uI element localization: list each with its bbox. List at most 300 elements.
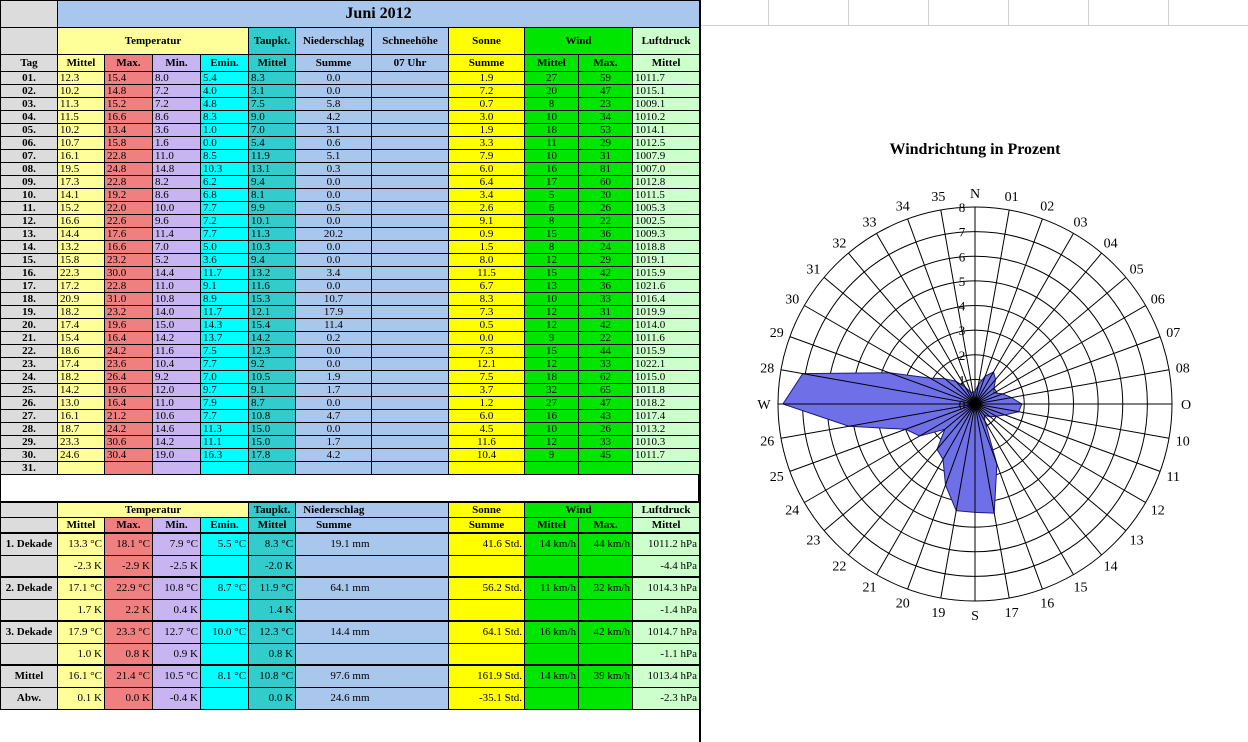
cell-sonne: 0.0 [449, 332, 525, 345]
cell-taupkt: 10.1 [249, 215, 296, 228]
cell-sonne: 2.6 [449, 202, 525, 215]
cell-schnee [372, 267, 449, 280]
summary-abw-row [1, 555, 700, 577]
cell-sonne: 0.5 [449, 319, 525, 332]
table-row [1, 202, 700, 215]
cell-nied: 1.7 [296, 384, 372, 397]
direction-label: 28 [760, 361, 775, 377]
cell-mittel: 16.6 [58, 215, 105, 228]
summary-cell-wmittel: 11 km/h [525, 577, 579, 599]
summary-cell-sonne [449, 555, 525, 577]
cell-wmittel: 9 [525, 332, 579, 345]
cell-nied: 0.0 [296, 345, 372, 358]
cell-max: 16.6 [105, 111, 153, 124]
wind-rose-chart [701, 0, 1248, 742]
summary-cell-emin: 8.1 °C [201, 665, 249, 687]
cell-mittel: 14.1 [58, 189, 105, 202]
summary-cell-emin: 8.7 °C [201, 577, 249, 599]
cell-nied [296, 462, 372, 475]
header-temperatur: Temperatur [58, 28, 249, 55]
summary-cell-luft: 1011.2 hPa [633, 533, 699, 555]
cell-schnee [372, 410, 449, 423]
cell-wmax: 42 [579, 267, 633, 280]
cell-min: 14.2 [153, 332, 201, 345]
table-row [1, 423, 700, 436]
cell-wmittel: 16 [525, 163, 579, 176]
daily-table [0, 0, 699, 475]
table-row [1, 228, 700, 241]
cell-luft: 1012.8 [633, 176, 700, 189]
header-luftdruck: Luftdruck [633, 28, 700, 55]
summary-cell-max: 22.9 °C [105, 577, 153, 599]
cell-min: 7.2 [153, 85, 201, 98]
cell-wmittel: 15 [525, 228, 579, 241]
direction-label: 20 [895, 596, 910, 612]
cell-schnee [372, 293, 449, 306]
cell-nied: 0.0 [296, 280, 372, 293]
cell-luft: 1022.1 [633, 358, 700, 371]
summary-cell-min: -2.5 K [153, 555, 201, 577]
summary-cell-wmittel: 14 km/h [525, 533, 579, 555]
summary-cell-nied: 64.1 mm [296, 577, 372, 599]
cell-mittel: 19.5 [58, 163, 105, 176]
cell-luft: 1007.0 [633, 163, 700, 176]
summary-row [1, 665, 700, 687]
direction-label: 35 [931, 190, 946, 206]
direction-label: 07 [1166, 325, 1181, 341]
cell-min: 14.8 [153, 163, 201, 176]
cell-max [105, 462, 153, 475]
table-row [1, 111, 700, 124]
cell-schnee [372, 423, 449, 436]
cell-luft: 1018.2 [633, 397, 700, 410]
cell-schnee [372, 319, 449, 332]
cell-luft: 1014.0 [633, 319, 700, 332]
cell-min: 11.0 [153, 150, 201, 163]
cell-luft: 1019.9 [633, 306, 700, 319]
table-row [1, 215, 700, 228]
direction-label: 19 [931, 605, 946, 621]
summary-cell-blank [372, 621, 449, 643]
cell-taupkt: 5.4 [249, 137, 296, 150]
cell-min: 12.0 [153, 384, 201, 397]
cell-taupkt: 10.8 [249, 410, 296, 423]
cell-min: 10.6 [153, 410, 201, 423]
cell-luft: 1015.9 [633, 345, 700, 358]
cell-min: 14.2 [153, 436, 201, 449]
cell-taupkt: 11.6 [249, 280, 296, 293]
summary-cell-emin [201, 643, 249, 665]
cell-schnee [372, 384, 449, 397]
cell-min: 5.2 [153, 254, 201, 267]
summary-cell-wmax: 32 km/h [579, 577, 633, 599]
table-row [1, 254, 700, 267]
cell-sonne: 11.6 [449, 436, 525, 449]
cell-max: 23.2 [105, 254, 153, 267]
direction-label: 06 [1150, 292, 1165, 308]
cell-max: 14.8 [105, 85, 153, 98]
cell-taupkt: 15.0 [249, 436, 296, 449]
cell-nied: 0.0 [296, 254, 372, 267]
day-label: 27. [1, 410, 58, 423]
cell-nied: 0.0 [296, 397, 372, 410]
summary-cell-min: 10.5 °C [153, 665, 201, 687]
summary-cell-emin [201, 599, 249, 621]
cell-mittel: 17.2 [58, 280, 105, 293]
cell-max: 26.4 [105, 371, 153, 384]
summary-cell-min: 12.7 °C [153, 621, 201, 643]
cell-wmittel: 16 [525, 410, 579, 423]
summary-cell-luft: 1014.3 hPa [633, 577, 699, 599]
cell-max: 23.6 [105, 358, 153, 371]
cell-sonne: 7.3 [449, 345, 525, 358]
cell-wmax: 53 [579, 124, 633, 137]
subheader-mittel: Mittel [58, 55, 105, 72]
cell-schnee [372, 202, 449, 215]
cell-sonne: 3.3 [449, 137, 525, 150]
direction-label: 22 [832, 559, 847, 575]
cell-wmittel: 12 [525, 254, 579, 267]
cell-sonne: 1.9 [449, 124, 525, 137]
cell-min: 9.2 [153, 371, 201, 384]
summary-cell-luft: -2.3 hPa [633, 687, 699, 709]
direction-label: W [757, 398, 771, 413]
summary-row [1, 621, 700, 643]
cell-min: 14.0 [153, 306, 201, 319]
cell-max: 23.2 [105, 306, 153, 319]
summary-cell-nied: 14.4 mm [296, 621, 372, 643]
day-label: 05. [1, 124, 58, 137]
cell-mittel: 18.2 [58, 306, 105, 319]
summary-cell-max: 21.4 °C [105, 665, 153, 687]
cell-wmittel: 27 [525, 72, 579, 85]
cell-wmittel: 11 [525, 137, 579, 150]
sum-sub-luft: Mittel [633, 517, 699, 533]
cell-wmittel: 9 [525, 449, 579, 462]
cell-max: 31.0 [105, 293, 153, 306]
cell-taupkt: 8.1 [249, 189, 296, 202]
summary-cell-sonne [449, 599, 525, 621]
cell-taupkt: 9.9 [249, 202, 296, 215]
summary-cell-luft: 1014.7 hPa [633, 621, 699, 643]
summary-cell-min: 10.8 °C [153, 577, 201, 599]
summary-cell-min: 7.9 °C [153, 533, 201, 555]
summary-cell-emin [201, 687, 249, 709]
summary-cell-sonne: 64.1 Std. [449, 621, 525, 643]
cell-max: 17.6 [105, 228, 153, 241]
direction-label: 26 [760, 434, 775, 450]
direction-label: O [1180, 398, 1192, 413]
summary-cell-nied [296, 555, 372, 577]
direction-label: 12 [1150, 503, 1165, 519]
ring-tick-label: 0 [958, 397, 966, 412]
cell-schnee [372, 345, 449, 358]
summary-cell-taupkt: 12.3 °C [249, 621, 296, 643]
summary-abw-row [1, 643, 700, 665]
cell-mittel: 13.0 [58, 397, 105, 410]
ring-tick-label: 8 [958, 200, 966, 215]
cell-min: 14.4 [153, 267, 201, 280]
cell-nied: 0.0 [296, 189, 372, 202]
cell-sonne: 9.1 [449, 215, 525, 228]
cell-mittel: 10.2 [58, 124, 105, 137]
cell-sonne: 6.7 [449, 280, 525, 293]
cell-wmittel: 13 [525, 280, 579, 293]
cell-nied: 0.0 [296, 176, 372, 189]
cell-max: 22.6 [105, 215, 153, 228]
cell-wmax: 23 [579, 98, 633, 111]
summary-cell-emin: 5.5 °C [201, 533, 249, 555]
cell-emin: 7.0 [201, 371, 249, 384]
day-label: 26. [1, 397, 58, 410]
summary-cell-taupkt: 10.8 °C [249, 665, 296, 687]
summary-cell-wmax: 39 km/h [579, 665, 633, 687]
summary-cell-mittel: -2.3 K [58, 555, 105, 577]
cell-taupkt: 13.2 [249, 267, 296, 280]
cell-taupkt: 15.0 [249, 423, 296, 436]
cell-luft: 1011.8 [633, 384, 700, 397]
cell-max: 22.8 [105, 176, 153, 189]
day-label: 01. [1, 72, 58, 85]
cell-wmax: 36 [579, 280, 633, 293]
day-label: 13. [1, 228, 58, 241]
cell-min: 7.2 [153, 98, 201, 111]
summary-cell-wmax: 42 km/h [579, 621, 633, 643]
summary-cell-min: 0.9 K [153, 643, 201, 665]
cell-wmittel: 12 [525, 319, 579, 332]
cell-emin: 14.3 [201, 319, 249, 332]
cell-wmittel [525, 462, 579, 475]
cell-luft: 1011.5 [633, 189, 700, 202]
ring-tick-label: 2 [958, 347, 966, 363]
cell-schnee [372, 358, 449, 371]
cell-schnee [372, 72, 449, 85]
cell-schnee [372, 228, 449, 241]
cell-emin: 7.7 [201, 202, 249, 215]
cell-nied: 17.9 [296, 306, 372, 319]
day-label: 31. [1, 462, 58, 475]
cell-min: 8.2 [153, 176, 201, 189]
cell-taupkt: 3.1 [249, 85, 296, 98]
summary-cell-luft: -1.1 hPa [633, 643, 699, 665]
cell-wmittel: 18 [525, 124, 579, 137]
sum-sub-summe: Summe [296, 517, 372, 533]
cell-nied: 11.4 [296, 319, 372, 332]
cell-sonne: 0.7 [449, 98, 525, 111]
cell-max: 16.4 [105, 332, 153, 345]
cell-max: 30.6 [105, 436, 153, 449]
cell-sonne: 6.4 [449, 176, 525, 189]
sum-header-luftdruck: Luftdruck [633, 502, 699, 517]
cell-emin: 7.9 [201, 397, 249, 410]
cell-wmittel: 10 [525, 293, 579, 306]
cell-wmax: 29 [579, 137, 633, 150]
cell-emin: 8.5 [201, 150, 249, 163]
day-label: 06. [1, 137, 58, 150]
summary-cell-min: 0.4 K [153, 599, 201, 621]
cell-luft: 1013.2 [633, 423, 700, 436]
cell-luft: 1011.7 [633, 72, 700, 85]
cell-sonne: 1.5 [449, 241, 525, 254]
table-row [1, 280, 700, 293]
summary-cell-min: -0.4 K [153, 687, 201, 709]
cell-emin: 6.2 [201, 176, 249, 189]
direction-label: 34 [895, 199, 910, 215]
cell-max: 22.8 [105, 150, 153, 163]
subheader-luft-mittel: Mittel [633, 55, 700, 72]
cell-luft [633, 462, 700, 475]
cell-max: 16.6 [105, 241, 153, 254]
subheader-min: Min. [153, 55, 201, 72]
cell-nied: 3.4 [296, 267, 372, 280]
cell-emin: 11.7 [201, 306, 249, 319]
cell-wmax: 65 [579, 384, 633, 397]
cell-mittel: 22.3 [58, 267, 105, 280]
cell-luft: 1007.9 [633, 150, 700, 163]
table-row [1, 293, 700, 306]
cell-luft: 1019.1 [633, 254, 700, 267]
summary-cell-max: 2.2 K [105, 599, 153, 621]
summary-table [0, 501, 699, 710]
cell-sonne: 1.2 [449, 397, 525, 410]
cell-min: 8.0 [153, 72, 201, 85]
cell-wmax: 45 [579, 449, 633, 462]
cell-min: 10.4 [153, 358, 201, 371]
cell-schnee [372, 163, 449, 176]
summary-label [1, 599, 58, 621]
cell-wmittel: 8 [525, 215, 579, 228]
summary-cell-mittel: 16.1 °C [58, 665, 105, 687]
sum-sub-sonne: Summe [449, 517, 525, 533]
direction-label: 16 [1040, 596, 1055, 612]
cell-emin [201, 462, 249, 475]
summary-cell-mittel: 17.9 °C [58, 621, 105, 643]
direction-label: 24 [785, 503, 800, 519]
day-label: 23. [1, 358, 58, 371]
cell-wmittel: 5 [525, 189, 579, 202]
cell-taupkt: 7.0 [249, 124, 296, 137]
table-row [1, 371, 700, 384]
header-sonne: Sonne [449, 28, 525, 55]
cell-schnee [372, 306, 449, 319]
ring-tick-label: 5 [958, 273, 966, 289]
summary-cell-wmittel: 14 km/h [525, 665, 579, 687]
direction-label: 30 [785, 292, 800, 308]
table-row [1, 241, 700, 254]
day-label: 19. [1, 306, 58, 319]
cell-sonne: 0.9 [449, 228, 525, 241]
table-row [1, 449, 700, 462]
cell-luft: 1018.8 [633, 241, 700, 254]
cell-emin: 5.0 [201, 241, 249, 254]
cell-nied: 0.0 [296, 85, 372, 98]
table-row [1, 319, 700, 332]
cell-emin: 5.4 [201, 72, 249, 85]
cell-nied: 0.0 [296, 215, 372, 228]
cell-emin: 7.5 [201, 345, 249, 358]
cell-mittel: 13.2 [58, 241, 105, 254]
cell-mittel: 20.9 [58, 293, 105, 306]
summary-label [1, 555, 58, 577]
table-row [1, 358, 700, 371]
cell-schnee [372, 98, 449, 111]
cell-nied: 0.0 [296, 241, 372, 254]
direction-label: 08 [1175, 361, 1190, 377]
summary-label: 2. Dekade [1, 577, 58, 599]
cell-mittel: 14.4 [58, 228, 105, 241]
cell-luft: 1010.3 [633, 436, 700, 449]
subheader-wind-max: Max. [579, 55, 633, 72]
summary-label: Abw. [1, 687, 58, 709]
cell-nied: 3.1 [296, 124, 372, 137]
cell-nied: 0.0 [296, 358, 372, 371]
summary-cell-nied: 97.6 mm [296, 665, 372, 687]
cell-wmax: 31 [579, 306, 633, 319]
summary-cell-nied [296, 643, 372, 665]
cell-schnee [372, 241, 449, 254]
cell-emin: 13.7 [201, 332, 249, 345]
day-label: 04. [1, 111, 58, 124]
summary-cell-taupkt: -2.0 K [249, 555, 296, 577]
direction-label: 17 [1004, 605, 1019, 621]
cell-nied: 0.0 [296, 72, 372, 85]
cell-luft: 1011.6 [633, 332, 700, 345]
cell-nied: 0.6 [296, 137, 372, 150]
cell-taupkt: 9.0 [249, 111, 296, 124]
subheader-emin: Emin. [201, 55, 249, 72]
summary-cell-wmittel: 16 km/h [525, 621, 579, 643]
cell-luft: 1015.1 [633, 85, 700, 98]
cell-max: 19.6 [105, 319, 153, 332]
cell-luft: 1009.1 [633, 98, 700, 111]
cell-emin: 9.1 [201, 280, 249, 293]
summary-abw-row [1, 599, 700, 621]
cell-schnee [372, 189, 449, 202]
summary-cell-max: 0.0 K [105, 687, 153, 709]
cell-wmittel: 12 [525, 358, 579, 371]
day-label: 28. [1, 423, 58, 436]
cell-taupkt: 9.4 [249, 254, 296, 267]
cell-taupkt: 9.2 [249, 358, 296, 371]
summary-cell-taupkt: 0.8 K [249, 643, 296, 665]
cell-taupkt: 15.3 [249, 293, 296, 306]
cell-min: 9.6 [153, 215, 201, 228]
cell-taupkt: 10.5 [249, 371, 296, 384]
cell-sonne: 6.0 [449, 163, 525, 176]
cell-wmax: 33 [579, 293, 633, 306]
summary-label: 3. Dekade [1, 621, 58, 643]
cell-emin: 8.9 [201, 293, 249, 306]
direction-label: 05 [1129, 262, 1144, 278]
subheader-sonne-summe: Summe [449, 55, 525, 72]
table-row [1, 462, 700, 475]
cell-taupkt [249, 462, 296, 475]
direction-label: 31 [806, 262, 821, 278]
ring-tick-label: 3 [958, 323, 966, 339]
ring-tick-label: 6 [958, 249, 966, 265]
summary-cell-blank [372, 687, 449, 709]
cell-taupkt: 9.4 [249, 176, 296, 189]
cell-mittel: 10.7 [58, 137, 105, 150]
day-label: 09. [1, 176, 58, 189]
cell-mittel: 18.6 [58, 345, 105, 358]
cell-emin: 11.1 [201, 436, 249, 449]
day-label: 24. [1, 371, 58, 384]
cell-taupkt: 11.3 [249, 228, 296, 241]
summary-cell-wmittel [525, 687, 579, 709]
cell-nied: 5.8 [296, 98, 372, 111]
cell-mittel: 11.3 [58, 98, 105, 111]
